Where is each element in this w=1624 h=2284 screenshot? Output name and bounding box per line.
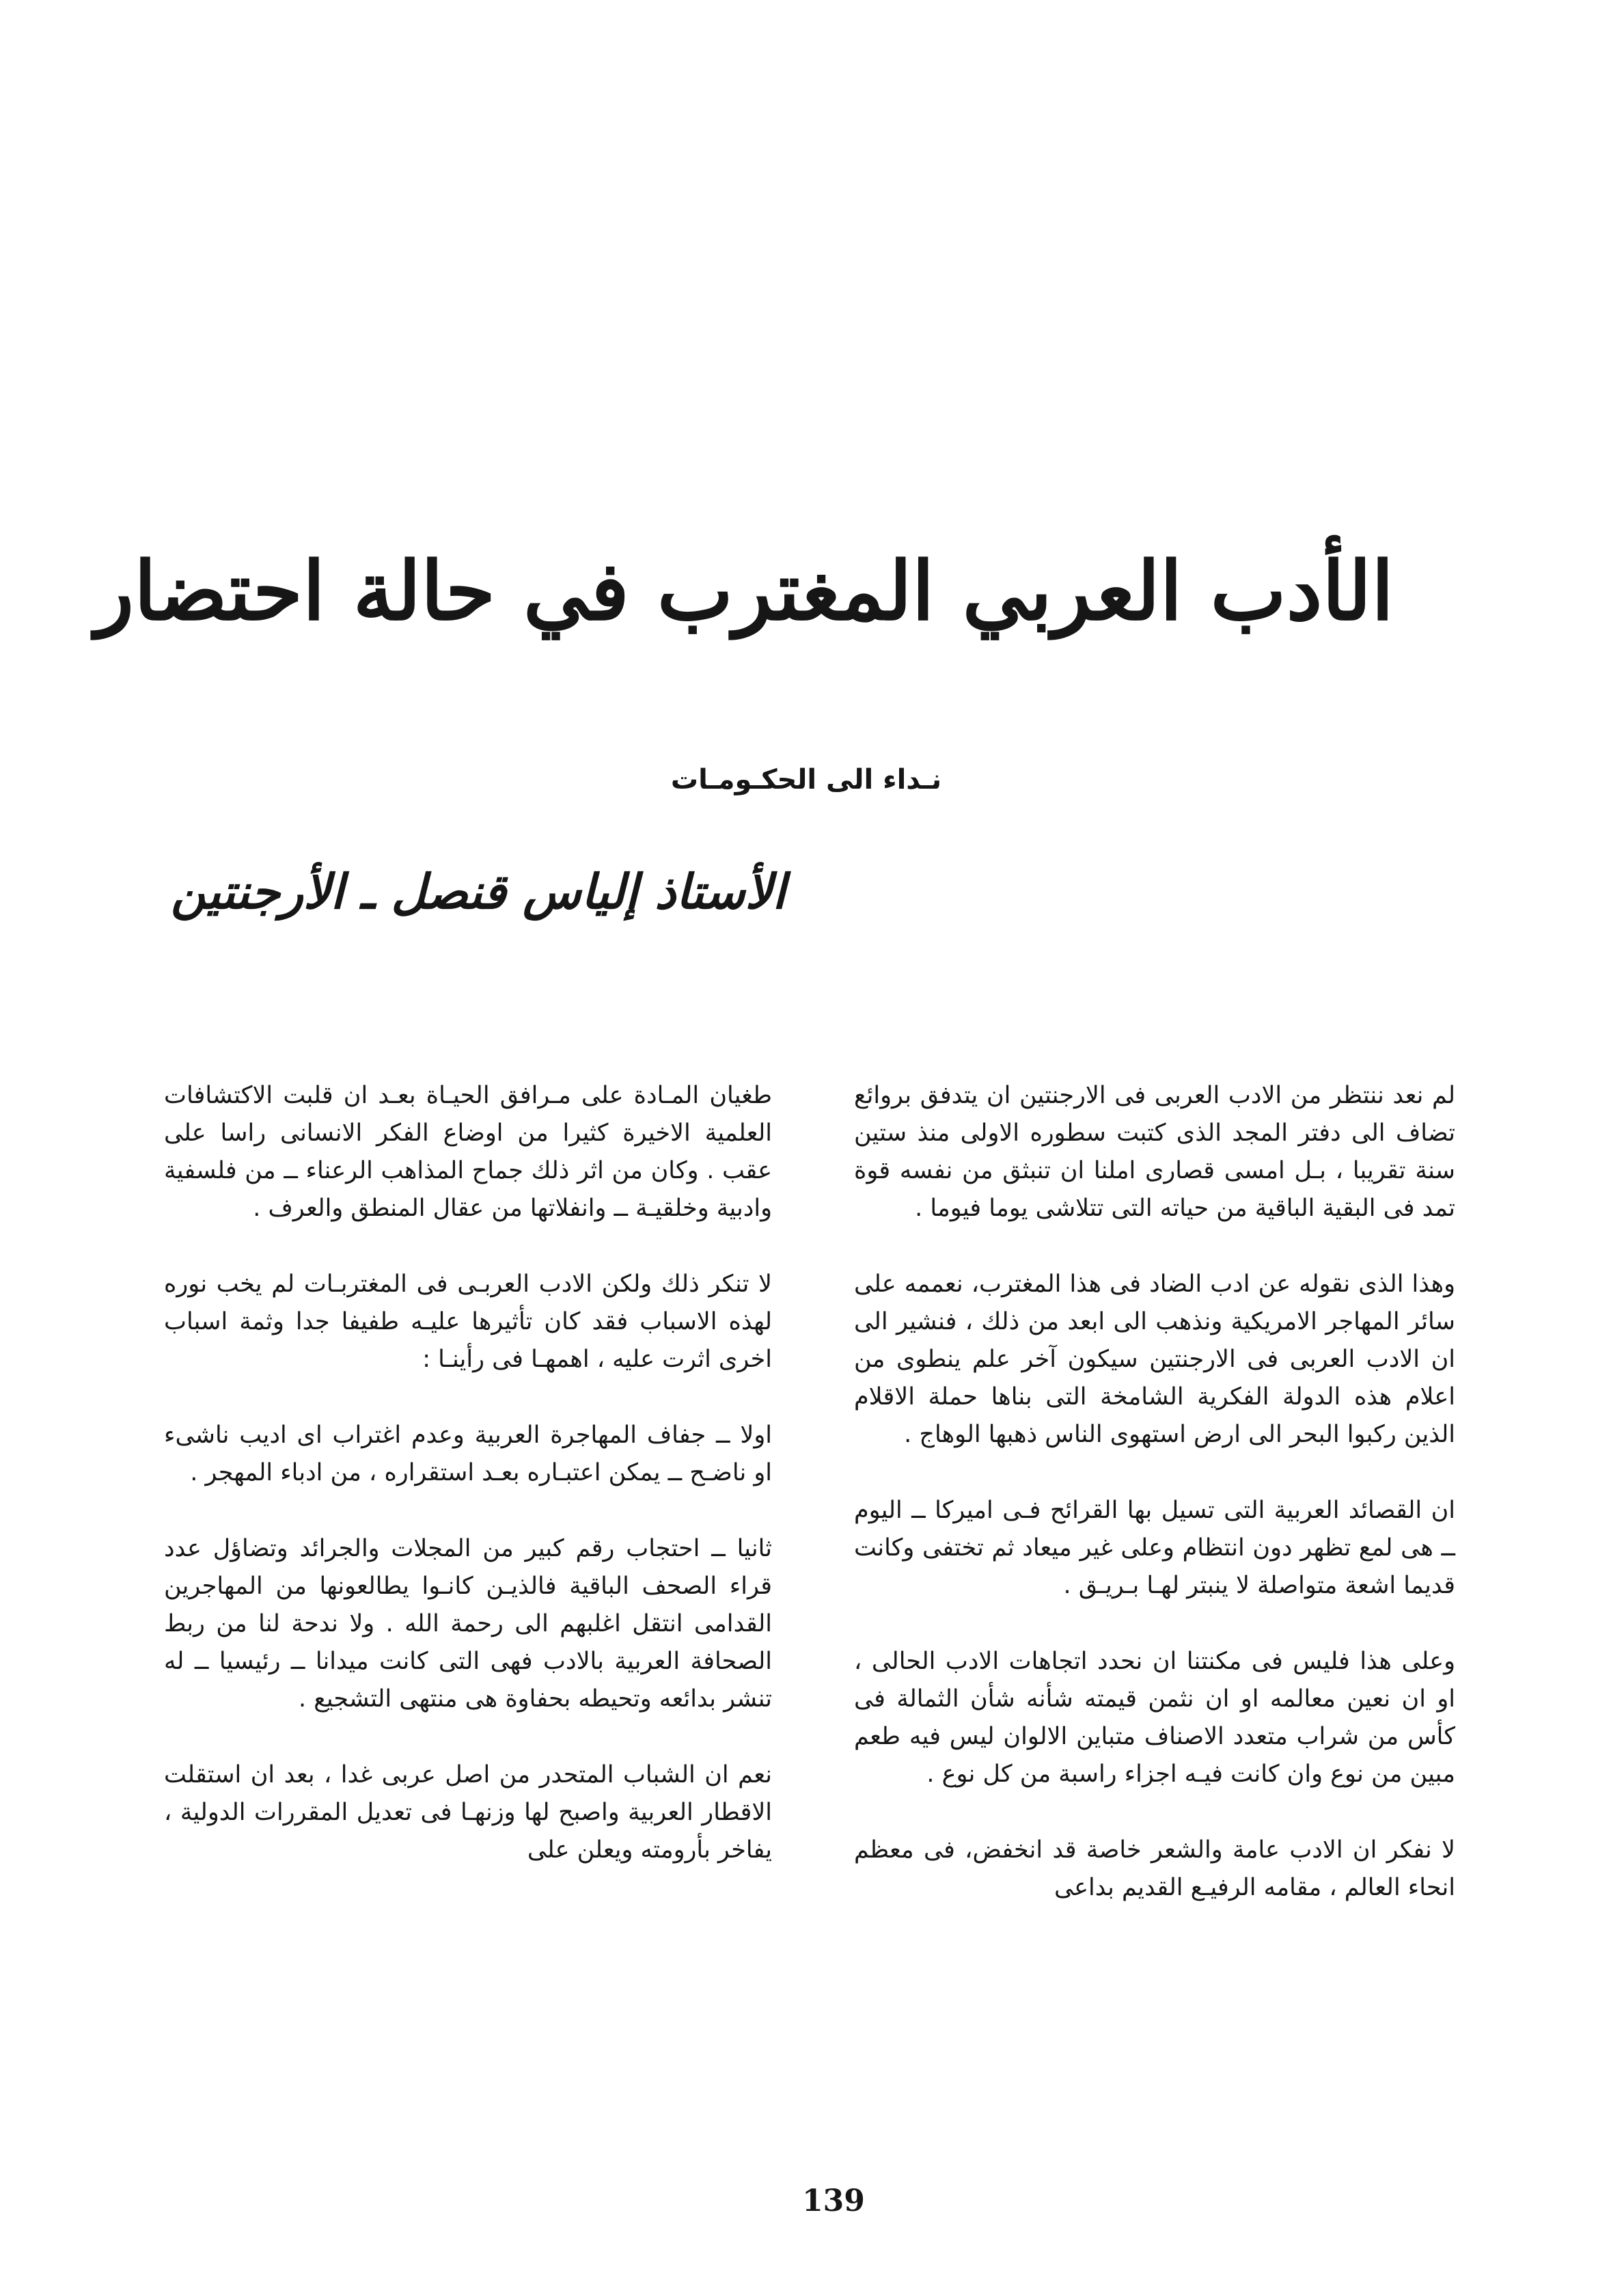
article-author: الأستاذ إلياس قنصل ـ الأرجنتين [171, 863, 786, 920]
paragraph: لم نعد ننتظر من الادب العربى فى الارجنتين ان يتدفق بروائع تضاف الى دفتر المجد الذى كتبت سطوره الاولى منذ ستين سنة تقريبا ، بـل امسى قصارى املنا ان تنبثق من نفسه قوة تمد فى البقية الباقية من حياته التى تتلاشى يوما فيوما . [854, 1082, 1455, 1222]
paragraph: ان القصائد العربية التى تسيل بها القرائح فـى اميركا ــ اليوم ــ هى لمع تظهر دون انتظام وعلى غير ميعاد ثم تختفى وكانت قديما اشعة متواصلة لا ينبتر لهـا بـريـق . [854, 1497, 1455, 1599]
left-text-column [164, 1077, 772, 1869]
paragraph: لا تنكر ذلك ولكن الادب العربـى فى المغتربـات لم يخب نوره لهذه الاسباب فقد كان تأثيرها عليـه طفيفا جدا وثمة اسباب اخرى اثرت عليه ، اهمهـا فى رأينـا : [164, 1270, 772, 1373]
paragraph: اولا ــ جفاف المهاجرة العربية وعدم اغتراب اى اديب ناشىء او ناضـح ــ يمكن اعتبـاره بعـد استقراره ، من ادباء المهجر . [164, 1422, 772, 1486]
paragraph: نعم ان الشباب المتحدر من اصل عربى غدا ، بعد ان استقلت الاقطار العربية واصبح لها وزنهـا فى تعديل المقررات الدولية ، يفاخر بأرومته ويعلن على [164, 1761, 772, 1864]
article-title: الأدب العربي المغترب في حالة احتضار [95, 543, 1394, 638]
paragraph: ثانيا ــ احتجاب رقم كبير من المجلات والجرائد وتضاؤل عدد قراء الصحف الباقية فالذيـن كانـوا يطالعونها من المهاجرين القدامى انتقل اغلبهم الى رحمة الله . ولا ندحة لنا من ربط الصحافة العربية بالادب فهى التى كانت ميدانا ــ رئيسيا ــ له تنشر بدائعه وتحيطه بحفاوة هى منتهى التشجيع . [164, 1535, 772, 1713]
article-subtitle: نـداء الى الحكـومـات [670, 764, 942, 796]
paragraph: لا نفكر ان الادب عامة والشعر خاصة قد انخفض، فى معظم انحاء العالم ، مقامه الرفيـع القديم بداعى [854, 1836, 1455, 1901]
paragraph: طغيان المـادة على مـرافق الحيـاة بعـد ان قلبت الاكتشافات العلمية الاخيرة كثيرا من اوضاع الفكر الانسانى راسا على عقب . وكان من اثر ذلك جماح المذاهب الرعناء ــ من فلسفية وادبية وخلقيـة ــ وانفلاتها من عقال المنطق والعرف . [164, 1082, 772, 1222]
page-number: 139 [802, 2184, 865, 2218]
paragraph: وهذا الذى نقوله عن ادب الضاد فى هذا المغترب، نعممه على سائر المهاجر الامريكية ونذهب الى ابعد من ذلك ، فنشير الى ان الادب العربى فى الارجنتين سيكون آخر علم ينطوى من اعلام هذه الدولة الفكرية الشامخة التى بناها حملة الاقلام الذين ركبوا البحر الى ارض استهوى الناس ذهبها الوهاج . [854, 1270, 1455, 1448]
right-text-column [854, 1077, 1455, 1907]
paragraph: وعلى هذا فليس فى مكنتنا ان نحدد اتجاهات الادب الحالى ، او ان نعين معالمه او ان نثمن قيمته شأنه شأن الثمالة فى كأس من شراب متعدد الاصناف متباين الالوان ليس فيه طعم مبين من نوع وان كانت فيـه اجزاء راسبة من كل نوع . [854, 1648, 1455, 1788]
